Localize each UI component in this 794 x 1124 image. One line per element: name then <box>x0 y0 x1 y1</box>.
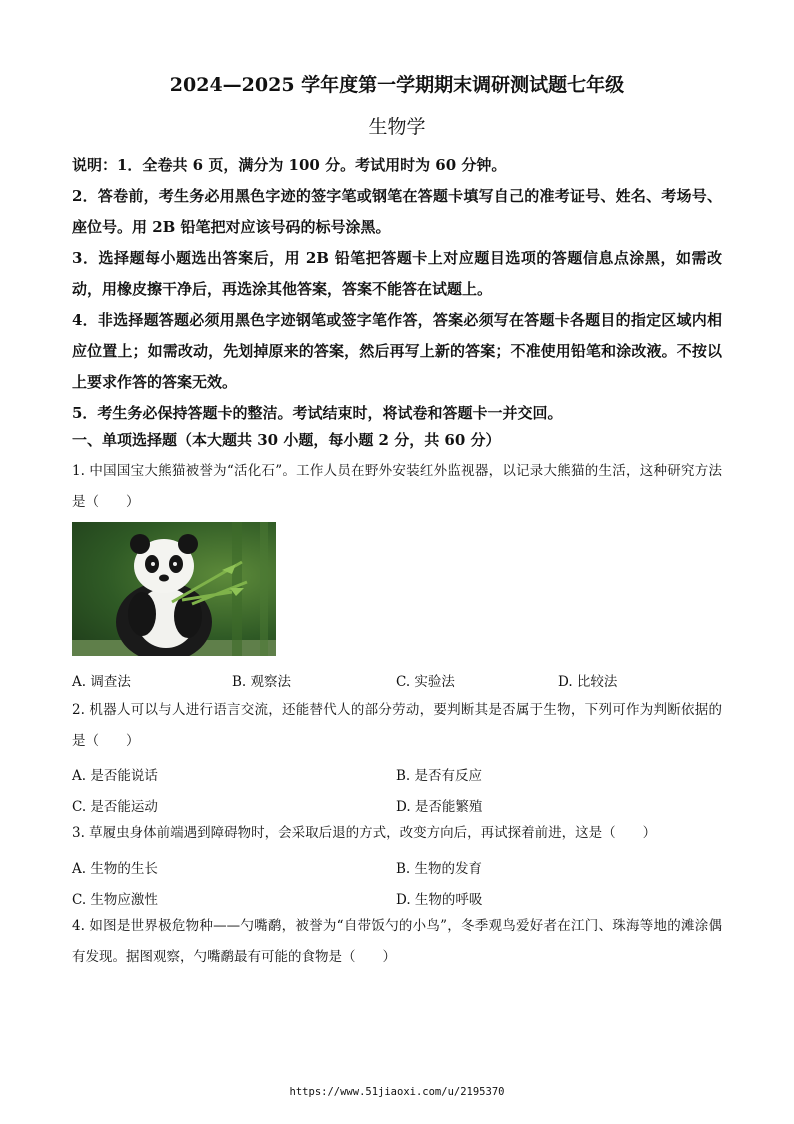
instruction-4: 4．非选择题答题必须用黑色字迹钢笔或签字笔作答，答案必须写在答题卡各题目的指定区域内相应位置上；如需改动，先划掉原来的答案，然后再写上新的答案；不准使用铅笔和涂改液。不按以上要求作答的答案无效。 <box>72 311 722 391</box>
option-d[interactable]: D. 比较法 <box>558 674 618 690</box>
instruction-1: 说明：1．全卷共 6 页，满分为 100 分。考试用时为 60 分钟。 <box>72 156 507 174</box>
option-b[interactable]: B. 是否有反应 <box>396 768 483 784</box>
section-title: 一、单项选择题（本大题共 30 小题，每小题 2 分，共 60 分） <box>72 431 501 449</box>
option-b[interactable]: B. 观察法 <box>232 674 292 690</box>
instructions <box>72 150 722 429</box>
option-c[interactable]: C. 生物应激性 <box>72 892 158 908</box>
question-1-stem: 1. 中国国宝大熊猫被誉为“活化石”。工作人员在野外安装红外监视器，以记录大熊猫的生活，这种研究方法是（ ） <box>72 463 722 510</box>
panda-photo <box>72 522 276 656</box>
option-a[interactable]: A. 调查法 <box>72 674 131 690</box>
footer-url: https://www.51jiaoxi.com/u/2195370 <box>289 1086 505 1098</box>
option-a[interactable]: A. 生物的生长 <box>72 861 158 877</box>
exam-subject: 生物学 <box>368 116 426 138</box>
instruction-3: 3．选择题每小题选出答案后，用 2B 铅笔把答题卡上对应题目选项的答题信息点涂黑，如需改动，用橡皮擦干净后，再选涂其他答案，答案不能答在试题上。 <box>72 249 722 298</box>
option-d[interactable]: D. 生物的呼吸 <box>396 892 483 908</box>
question-3-stem: 3. 草履虫身体前端遇到障碍物时，会采取后退的方式，改变方向后，再试探着前进，这是（ ） <box>72 825 657 841</box>
question-4-stem: 4. 如图是世界极危物种——勺嘴鹬，被誉为“自带饭勺的小鸟”，冬季观鸟爱好者在江门、珠海等地的滩涂偶有发现。据图观察，勺嘴鹬最有可能的食物是（ ） <box>72 918 722 965</box>
exam-title: 2024—2025 学年度第一学期期末调研测试题七年级 <box>169 74 625 96</box>
option-a[interactable]: A. 是否能说话 <box>72 768 158 784</box>
option-d[interactable]: D. 是否能繁殖 <box>396 799 483 815</box>
question-2-stem: 2. 机器人可以与人进行语言交流，还能替代人的部分劳动，要判断其是否属于生物，下列可作为判断依据的是（ ） <box>72 702 722 749</box>
instruction-5: 5．考生务必保持答题卡的整洁。考试结束时，将试卷和答题卡一并交回。 <box>72 404 563 422</box>
option-b[interactable]: B. 生物的发育 <box>396 861 483 877</box>
instruction-2: 2．答卷前，考生务必用黑色字迹的签字笔或钢笔在答题卡填写自己的准考证号、姓名、考场号、座位号。用 2B 铅笔把对应该号码的标号涂黑。 <box>72 187 722 236</box>
option-c[interactable]: C. 实验法 <box>396 674 455 690</box>
panda-illustration <box>72 522 276 656</box>
option-c[interactable]: C. 是否能运动 <box>72 799 158 815</box>
